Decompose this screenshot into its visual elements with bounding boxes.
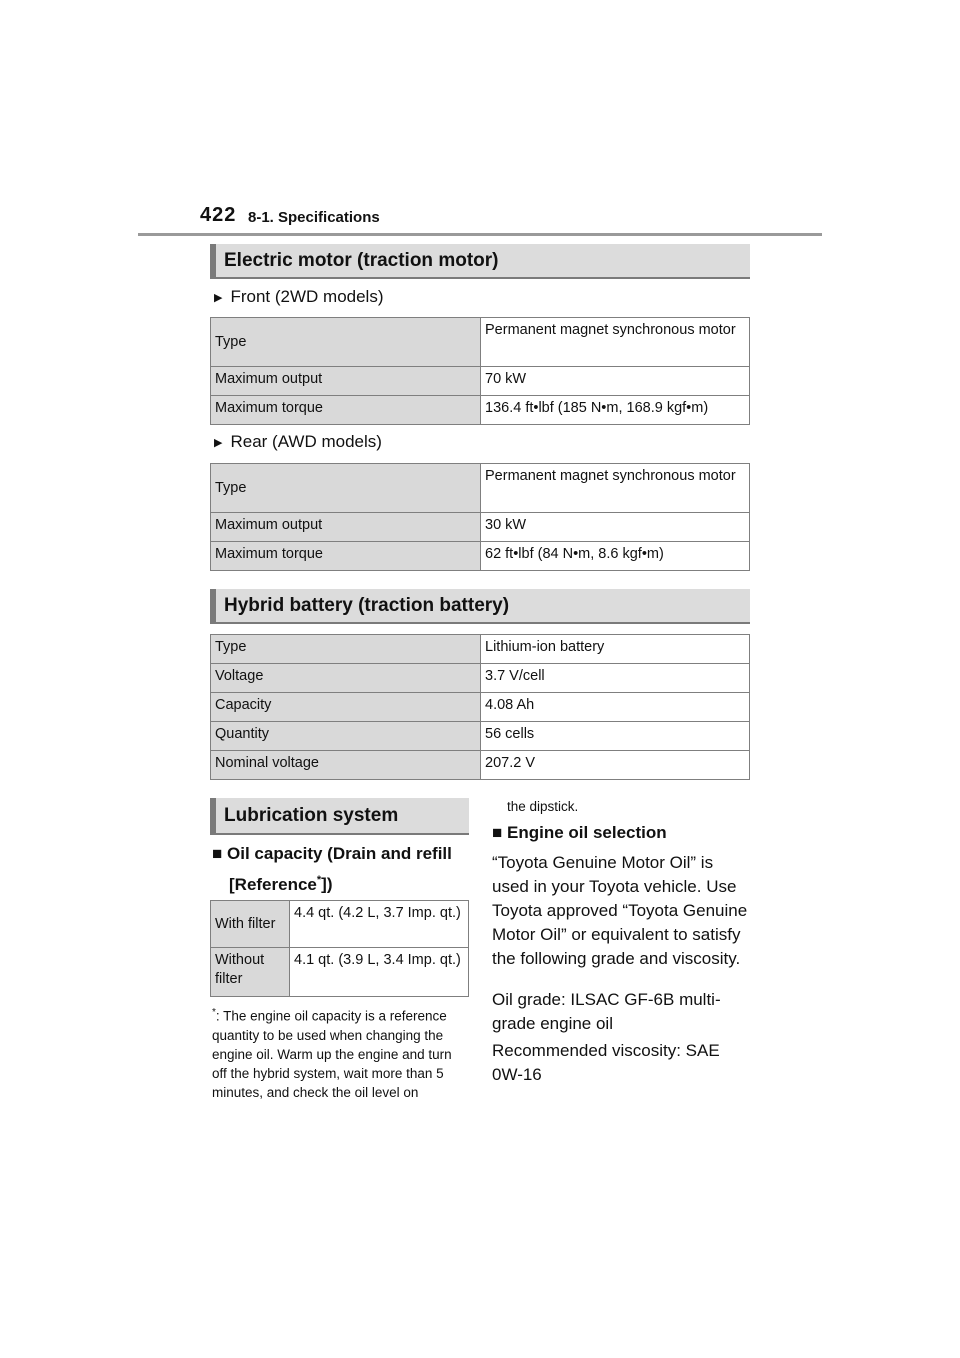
electric-motor-heading xyxy=(210,244,750,279)
oil-capacity-asterisk: * xyxy=(316,874,322,886)
rear-motor-table xyxy=(210,463,750,571)
triangle-right-icon: ▶ xyxy=(214,436,223,449)
table-row xyxy=(211,318,750,367)
hybrid-battery-table xyxy=(210,634,750,780)
hybrid-battery-heading xyxy=(210,589,750,624)
viscosity-text: Recommended viscosity: SAE 0W-16 xyxy=(492,1041,720,1084)
table-value: Permanent magnet synchronous motor xyxy=(481,464,750,513)
table-value: 30 kW xyxy=(481,513,750,542)
oil-capacity-table xyxy=(210,900,469,997)
table-key: Quantity xyxy=(211,722,481,751)
table-row xyxy=(211,635,750,664)
table-value: Permanent magnet synchronous motor xyxy=(481,318,750,367)
lubrication-title: Lubrication system xyxy=(224,804,399,826)
page-number: 422 xyxy=(200,204,237,226)
table-row xyxy=(211,513,750,542)
table-row xyxy=(211,367,750,396)
engine-oil-heading-label: Engine oil selection xyxy=(507,823,667,842)
table-value: 136.4 ft•lbf (185 N•m, 168.9 kgf•m) xyxy=(481,396,750,425)
oil-capacity-heading-line2-end: ]) xyxy=(321,874,333,894)
front-models-subheading xyxy=(214,287,384,307)
table-value: 207.2 V xyxy=(481,751,750,780)
square-bullet-icon: ■ xyxy=(492,823,503,842)
table-row xyxy=(211,901,469,948)
table-row xyxy=(211,664,750,693)
table-key: Without filter xyxy=(211,948,290,997)
table-row xyxy=(211,396,750,425)
table-key: Maximum output xyxy=(211,513,481,542)
table-row xyxy=(211,542,750,571)
rear-models-label: Rear (AWD models) xyxy=(230,432,382,451)
table-key: Type xyxy=(211,635,481,664)
table-value: Lithium-ion battery xyxy=(481,635,750,664)
table-value: 62 ft•lbf (84 N•m, 8.6 kgf•m) xyxy=(481,542,750,571)
footnote-text: : The engine oil capacity is a reference quantity to be used when changing the engine oil. Warm up the engine and turn off the hybrid system, wait more than 5 minutes, and check the oil level on xyxy=(212,1008,452,1100)
footnote-continuation: the dipstick. xyxy=(507,799,579,814)
engine-oil-text: “Toyota Genuine Motor Oil” is used in your Toyota vehicle. Use Toyota approved “Toyota Genuine Motor Oil” or equivalent to satisfy the following grade and viscosity. xyxy=(492,853,748,968)
table-row xyxy=(211,693,750,722)
table-value: 3.7 V/cell xyxy=(481,664,750,693)
oil-capacity-heading xyxy=(212,841,472,898)
hybrid-battery-title: Hybrid battery (traction battery) xyxy=(224,594,510,616)
electric-motor-title: Electric motor (traction motor) xyxy=(224,249,499,271)
table-row xyxy=(211,722,750,751)
lubrication-heading xyxy=(210,798,469,835)
table-key: Type xyxy=(211,318,481,367)
oil-capacity-heading-line1: Oil capacity (Drain and refill xyxy=(227,844,452,863)
table-key: Maximum output xyxy=(211,367,481,396)
table-row xyxy=(211,948,469,997)
table-value: 4.08 Ah xyxy=(481,693,750,722)
front-models-label: Front (2WD models) xyxy=(230,287,384,306)
square-bullet-icon: ■ xyxy=(212,844,223,863)
rear-models-subheading xyxy=(214,432,382,452)
table-key: Voltage xyxy=(211,664,481,693)
table-value: 4.4 qt. (4.2 L, 3.7 Imp. qt.) xyxy=(290,901,469,948)
header-divider xyxy=(138,233,822,236)
section-title: 8-1. Specifications xyxy=(248,209,380,226)
table-row xyxy=(211,464,750,513)
footnote-asterisk: * xyxy=(212,1007,216,1018)
oil-grade-text: Oil grade: ILSAC GF-6B multi-grade engine oil xyxy=(492,990,721,1033)
table-key: Type xyxy=(211,464,481,513)
table-value: 4.1 qt. (3.9 L, 3.4 Imp. qt.) xyxy=(290,948,469,997)
table-key: Capacity xyxy=(211,693,481,722)
table-value: 70 kW xyxy=(481,367,750,396)
table-key: Maximum torque xyxy=(211,396,481,425)
table-row xyxy=(211,751,750,780)
oil-capacity-heading-line2: [Reference xyxy=(229,874,317,894)
triangle-right-icon: ▶ xyxy=(214,291,223,304)
table-key: Maximum torque xyxy=(211,542,481,571)
table-value: 56 cells xyxy=(481,722,750,751)
engine-oil-heading xyxy=(492,823,667,843)
front-motor-table xyxy=(210,317,750,425)
table-key: With filter xyxy=(211,901,290,948)
table-key: Nominal voltage xyxy=(211,751,481,780)
footnote xyxy=(212,1003,466,1102)
